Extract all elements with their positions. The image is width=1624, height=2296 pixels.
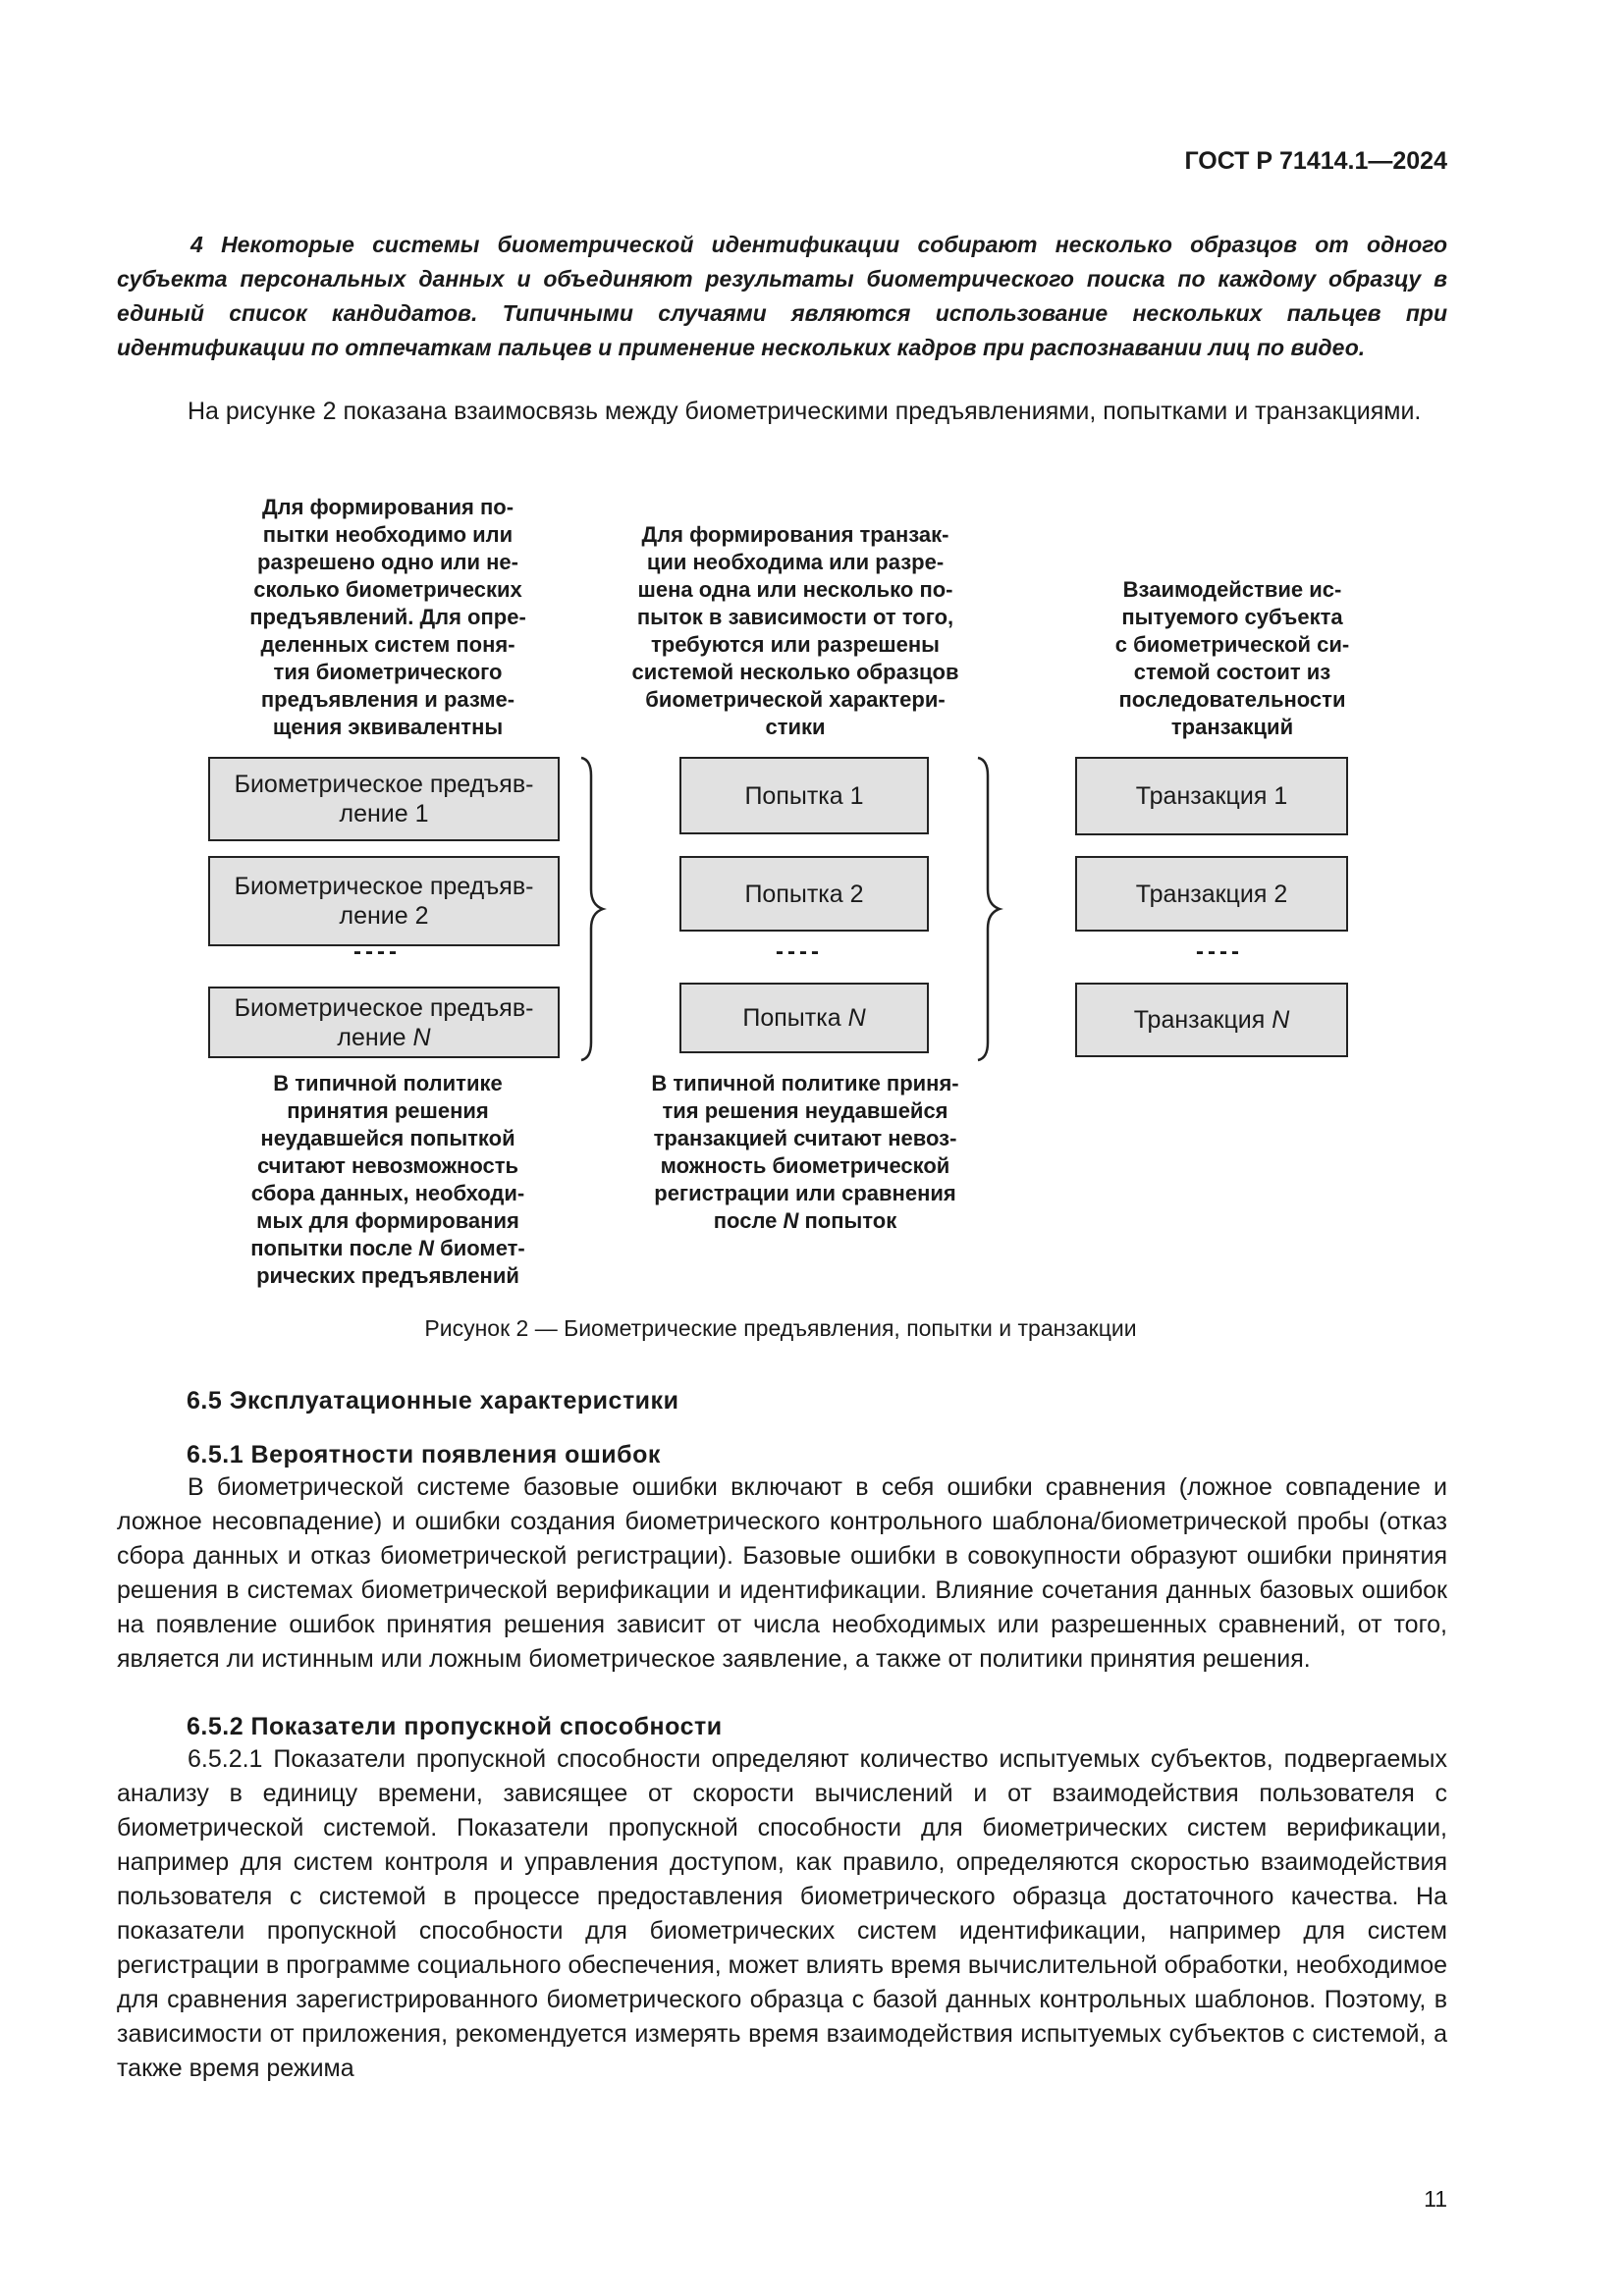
- paragraph-6-5-2-1: 6.5.2.1 Показатели пропускной способности определяют количество испытуемых субъектов, подвергаемых анализу в единицу времени, зависящее от скорости вычислений и от взаимодействия пользователя с биометрической системой. Показатели пропускной способности для биометрических систем верификации, например для систем контроля и управления доступом, как правило, определяются скоростью взаимодействия пользователя с системой в процессе предоставления биометрического образца достаточного качества. На показатели пропускной способности для биометрических систем идентификации, например для систем регистрации в программе социального обеспечения, может влиять время вычислительной обработки, необходимое для сравнения зарегистрированного биометрического образца с базой данных контрольных шаблонов. Поэтому, в зависимости от приложения, рекомендуется измерять время взаимодействия испытуемых субъектов с системой, а также время режима: [117, 1745, 1447, 2082]
- paragraph-6-5-1: В биометрической системе базовые ошибки включают в себя ошибки сравнения (ложное совпадение и ложное несовпадение) и ошибки создания биометрического контрольного шаблона/биометрической пробы (отказ сбора данных и отказ биометрической регистрации). Базовые ошибки в совокупности образуют ошибки принятия решения в системах биометрической верификации и идентификации. Влияние сочетания данных базовых ошибок на появление ошибок принятия решения зависит от числа необходимых или разрешенных сравнений, от того, является ли истинным или ложным биометрическое заявление, а также от политики принятия решения.: [117, 1473, 1447, 1673]
- box-transaction-2: Транзакция 2: [1075, 856, 1348, 932]
- box-presentation-1: Биометрическое предъяв- ление 1: [208, 757, 560, 841]
- note-4: 4 Некоторые системы биометрической идентификации собирают несколько образцов от одного субъекта персональных данных и объединяют результаты биометрического поиска по каждому образцу в единый список кандидатов. Типичными случаями являются использование нескольких пальцев при идентификации по отпечаткам пальцев и применение нескольких кадров при распознавании лиц по видео.: [117, 232, 1447, 360]
- heading-6-5-2: 6.5.2 Показатели пропускной способности: [187, 1713, 723, 1740]
- box-transaction-n: Транзакция N: [1075, 983, 1348, 1057]
- label-top-left: Для формирования по- пытки необходимо или разрешено одно или не- сколько биометрических предъявлений. Для опре- деленных систем поня- тия биометрического предъявления и разме- щения эквивалентны: [249, 495, 526, 739]
- heading-6-5-1: 6.5.1 Вероятности появления ошибок: [187, 1441, 661, 1468]
- box-transaction-1: Транзакция 1: [1075, 757, 1348, 835]
- heading-6-5: 6.5 Эксплуатационные характеристики: [187, 1387, 679, 1415]
- separator-col2: ----: [776, 938, 823, 965]
- label-top-right: Взаимодействие ис- пытуемого субъекта с биометрической си- стемой состоит из последовательности транзакций: [1114, 577, 1350, 739]
- brace-attempts: [974, 756, 1005, 1062]
- box-attempt-n: Попытка N: [679, 983, 929, 1053]
- box-presentation-2: Биометрическое предъяв- ление 2: [208, 856, 560, 946]
- separator-col1: ----: [353, 938, 401, 965]
- brace-presentations: [577, 756, 609, 1062]
- box-attempt-1: Попытка 1: [679, 757, 929, 834]
- label-bottom-middle: В типичной политике приня- тия решения неудавшейся транзакцией считают невоз- можность биометрической регистрации или сравнения после N попыток: [651, 1071, 959, 1233]
- figure-caption: Рисунок 2 — Биометрические предъявления, попытки и транзакции: [424, 1315, 1137, 1341]
- page-number: 11: [1424, 2186, 1447, 2212]
- box-presentation-n: Биометрическое предъяв- ление N: [208, 987, 560, 1058]
- standard-designation: ГОСТ Р 71414.1—2024: [1184, 147, 1447, 175]
- box-attempt-2: Попытка 2: [679, 856, 929, 932]
- label-top-middle: Для формирования транзак- ции необходима или разре- шена одна или несколько по- пыток в зависимости от того, требуются или разрешены системой несколько образцов биометрической характери- стики: [631, 522, 959, 739]
- intro-paragraph: На рисунке 2 показана взаимосвязь между биометрическими предъявлениями, попытками и транзакциями.: [188, 398, 1422, 425]
- label-bottom-left: В типичной политике принятия решения неудавшейся попыткой считают невозможность сбора данных, необходи- мых для формирования попытки после N биомет- рических предъявлений: [250, 1071, 525, 1288]
- separator-col3: ----: [1196, 938, 1243, 965]
